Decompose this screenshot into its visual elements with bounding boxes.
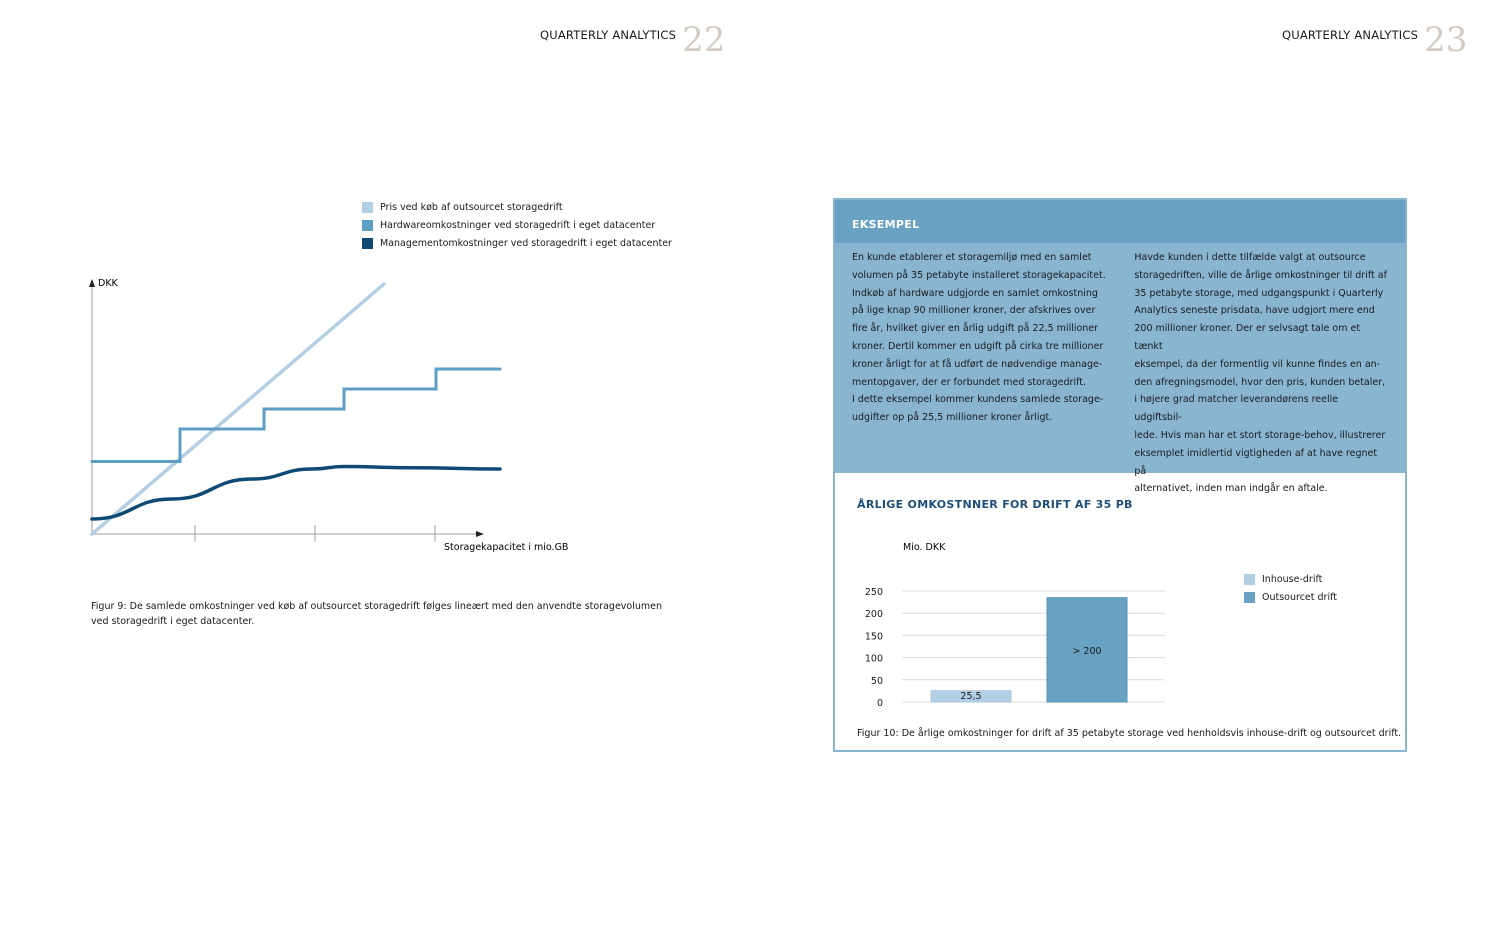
example-text-line: på lige knap 90 millioner kroner, der afskrives over xyxy=(852,305,1096,317)
example-text-line: mentopgaver, der er forbundet med storagedrift. xyxy=(852,376,1087,388)
publication-title: QUARTERLY ANALYTICS xyxy=(540,28,677,42)
y-tick-label: 150 xyxy=(864,631,883,643)
example-heading: EKSEMPEL xyxy=(835,200,1405,243)
figure10-bar-chart xyxy=(835,200,1405,750)
example-text-line: eksemplet imidlertid vigtigheden af at have regnet på xyxy=(1134,447,1378,477)
figure10-caption: Figur 10: De årlige omkostninger for drift af 35 petabyte storage ved henholdsvis inhouse-drift og outsourcet drift. xyxy=(857,728,1402,739)
legend-label: Managementomkostninger ved storagedrift i eget datacenter xyxy=(380,237,672,249)
y-axis-arrow xyxy=(89,279,95,287)
page-number: 23 xyxy=(1424,20,1468,60)
series-line-3 xyxy=(92,467,500,520)
example-text-line: Havde kunden i dette tilfælde valgt at outsource xyxy=(1134,252,1366,263)
x-axis-arrow xyxy=(476,531,484,537)
legend-label: Hardwareomkostninger ved storagedrift i eget datacenter xyxy=(380,219,656,231)
example-text-line: 200 millioner kroner. Der er selvsagt tale om et tænkt xyxy=(1134,323,1361,352)
example-box xyxy=(833,198,1407,752)
example-text-line: lede. Hvis man har et stort storage-behov, illustrerer xyxy=(1134,429,1386,441)
y-tick-label: 0 xyxy=(876,698,883,709)
y-tick-label: 50 xyxy=(870,675,883,687)
example-text-line: fire år, hvilket giver en årlig udgift på 22,5 millioner xyxy=(852,323,1099,335)
page-number: 22 xyxy=(682,20,726,60)
figure9-caption: Figur 9: De samlede omkostninger ved køb af outsourcet storagedrift følges lineært med den anvendte storagevolumen ved storagedrift i eget datacenter. xyxy=(91,601,663,627)
figure10-legend xyxy=(1244,570,1337,606)
y-axis-label: DKK xyxy=(98,278,118,289)
y-axis-label: Mio. DKK xyxy=(903,542,946,553)
y-tick-label: 200 xyxy=(864,609,883,621)
publication-title: QUARTERLY ANALYTICS xyxy=(1282,28,1419,42)
figure10-title: ÅRLIGE OMKOSTNNER FOR DRIFT AF 35 PB xyxy=(857,498,1133,511)
legend-swatch xyxy=(1244,574,1255,585)
example-text-line: eksempel, da der formentlig vil kunne findes en an- xyxy=(1134,358,1381,370)
data-label: 25,5 xyxy=(960,691,982,702)
y-tick-label: 100 xyxy=(864,653,883,665)
example-text-line: En kunde etablerer et storagemiljø med en samlet xyxy=(852,252,1092,263)
example-text-line: udgifter op på 25,5 millioner kroner årligt. xyxy=(852,412,1053,424)
example-text-line: alternativet, inden man indgår en aftale. xyxy=(1134,483,1328,495)
x-axis-label: Storagekapacitet i mio.GB xyxy=(444,542,569,553)
legend-label: Pris ved køb af outsourcet storagedrift xyxy=(380,201,563,213)
example-text-line: i højere grad matcher leverandørens reelle udgiftsbil- xyxy=(1134,394,1339,424)
legend-swatch xyxy=(1244,592,1255,603)
example-text-line: kroner. Dertil kommer en udgift på cirka tre millioner xyxy=(852,340,1104,352)
example-text-line: I dette eksempel kommer kundens samlede storage- xyxy=(852,394,1104,406)
figure9-line-chart xyxy=(0,0,700,600)
example-text-line: den afregningsmodel, hvor den pris, kunden betaler, xyxy=(1134,376,1386,388)
legend-label: Inhouse-drift xyxy=(1262,573,1323,585)
series-line-2 xyxy=(92,369,500,462)
example-text-line: volumen på 35 petabyte installeret storagekapacitet. xyxy=(852,269,1106,281)
example-text-line: storagedriften, ville de årlige omkostninger til drift af xyxy=(1134,269,1387,281)
y-tick-label: 250 xyxy=(864,587,883,598)
page-header-right xyxy=(1282,22,1467,58)
legend-item xyxy=(1244,570,1337,588)
legend-item xyxy=(1244,588,1337,606)
data-label: > 200 xyxy=(1072,645,1102,657)
example-text-line: 35 petabyte storage, med udgangspunkt i Quarterly xyxy=(1134,287,1384,299)
example-text-line: kroner årligt for at få udført de nødvendige manage- xyxy=(852,358,1103,370)
example-text-line: Indkøb af hardware udgjorde en samlet omkostning xyxy=(852,287,1098,299)
legend-label: Outsourcet drift xyxy=(1262,591,1337,603)
example-text-line: Analytics seneste prisdata, have udgjort mere end xyxy=(1134,305,1375,317)
